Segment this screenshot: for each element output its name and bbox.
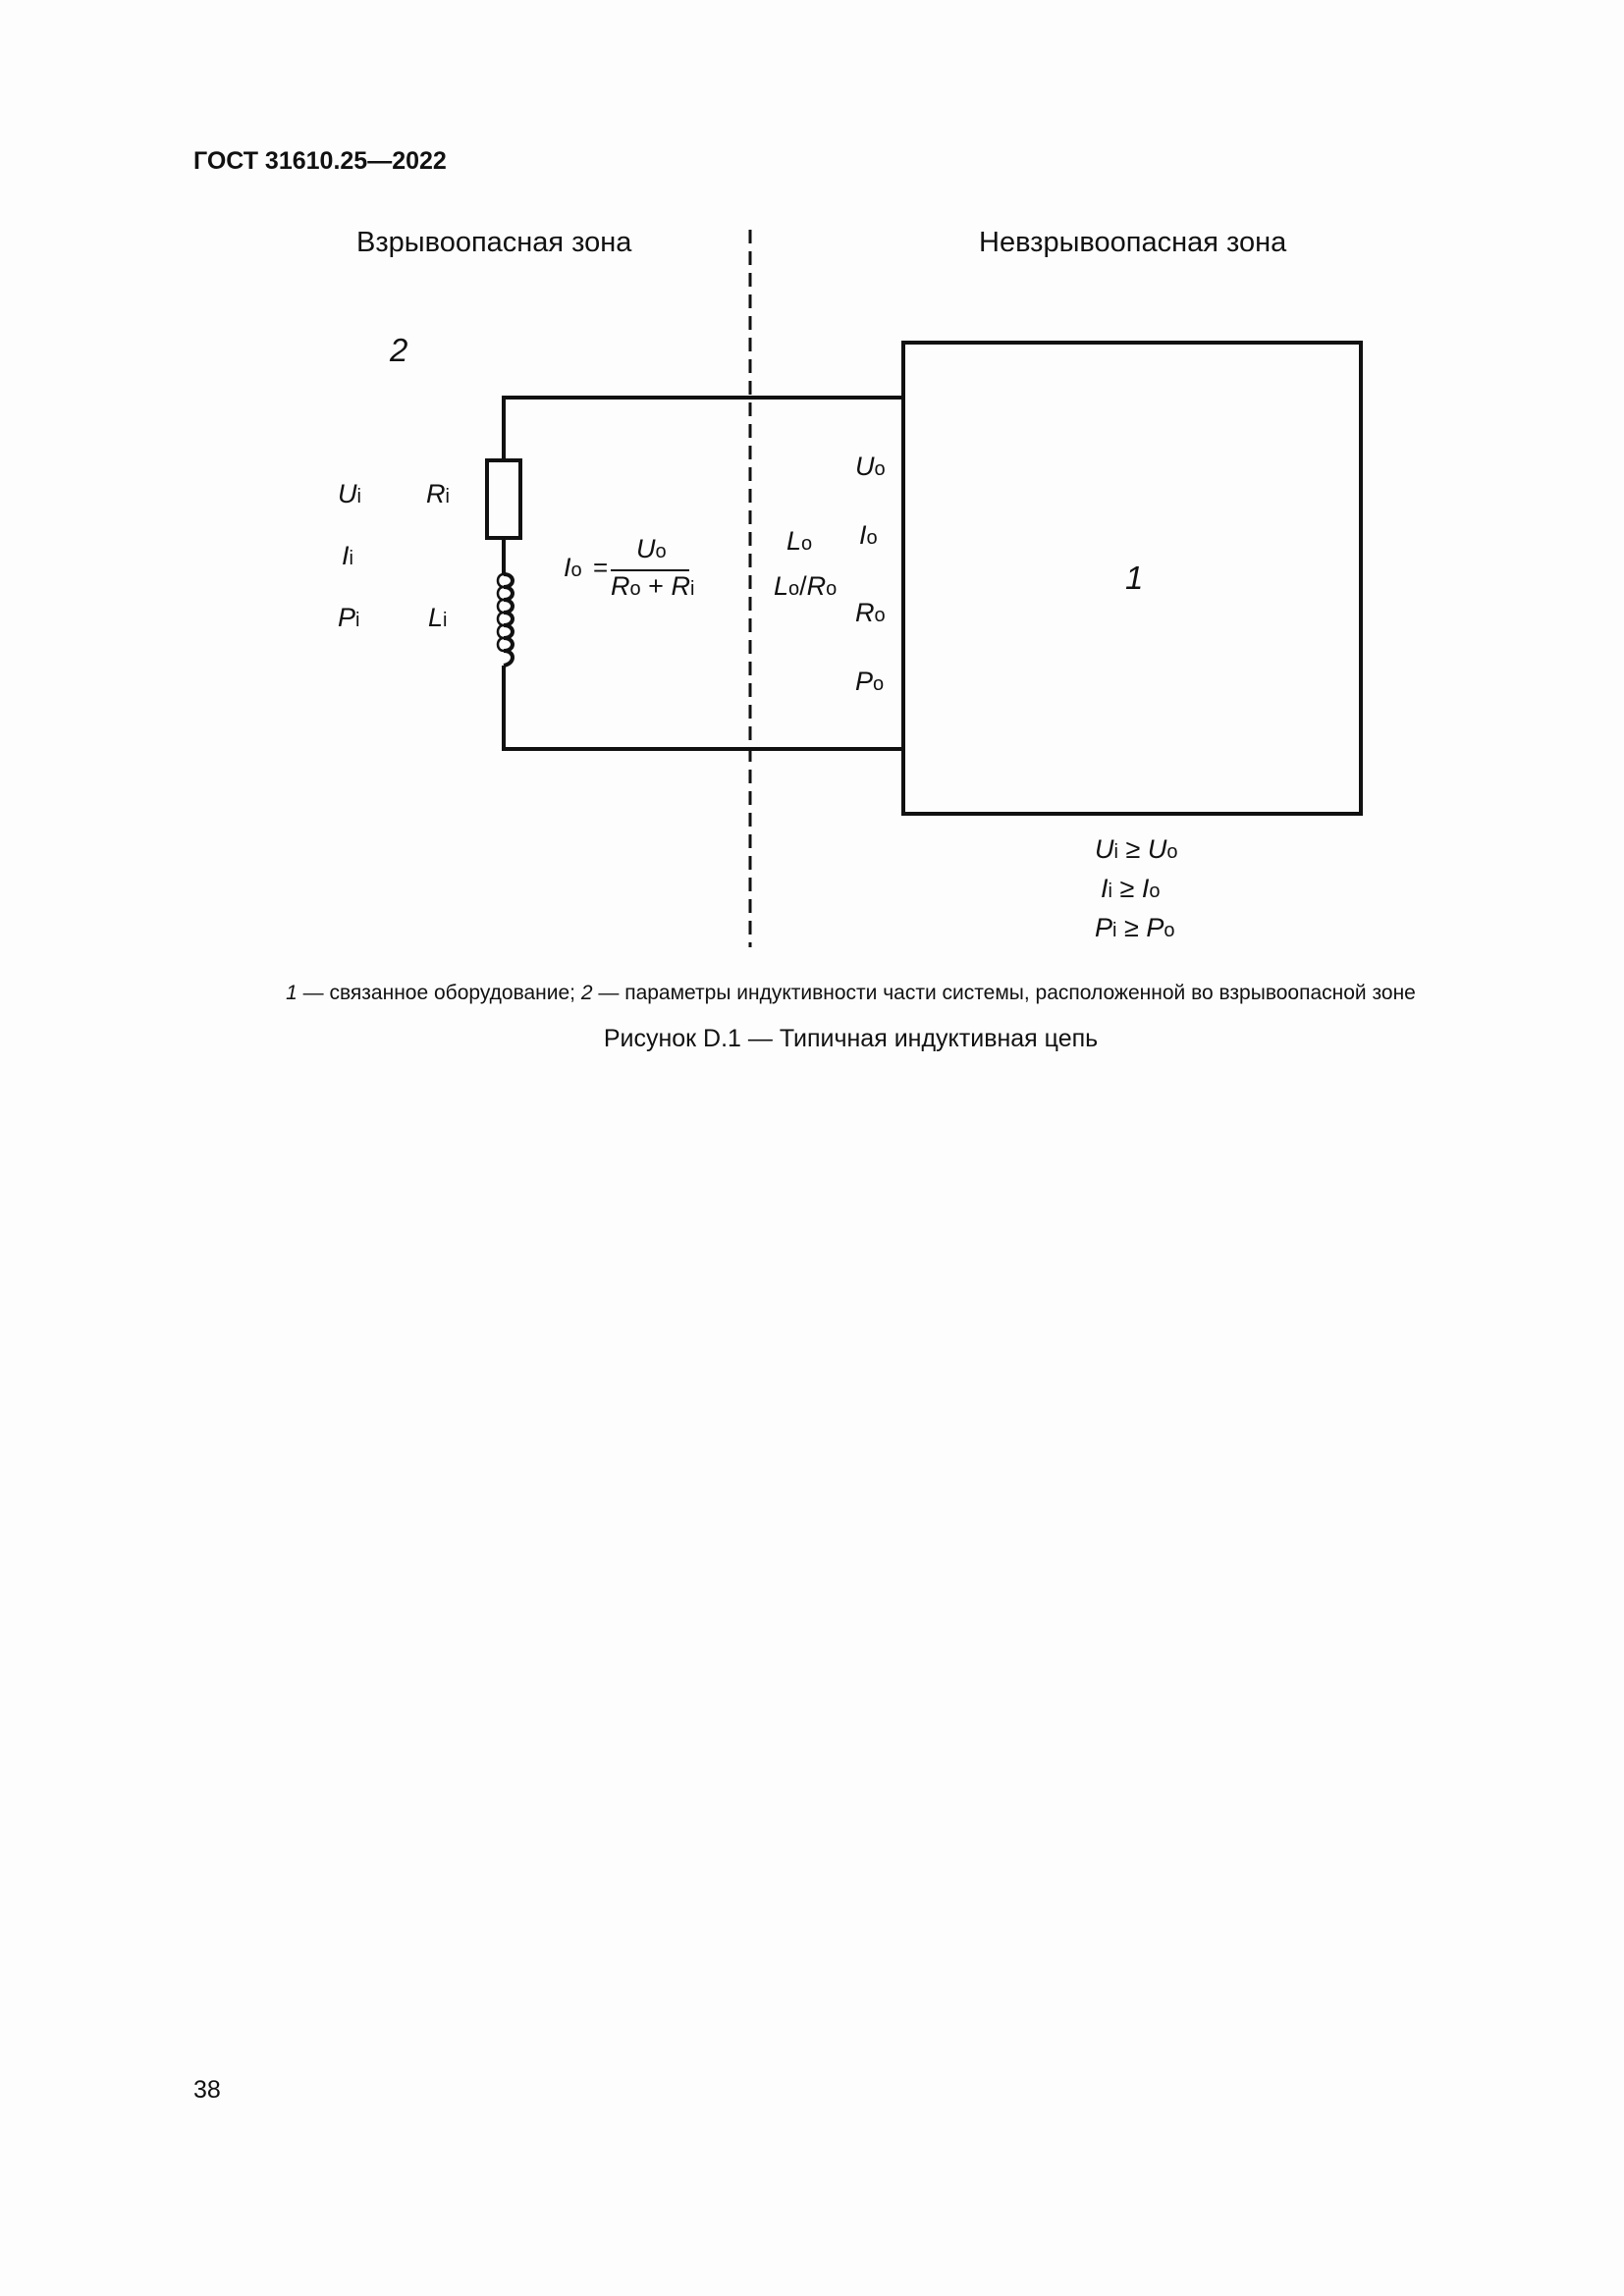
circuit-diagram: [0, 0, 1624, 982]
param-ii: Ii: [342, 541, 353, 570]
param-po: Po: [855, 667, 885, 696]
page-number: 38: [193, 2076, 221, 2104]
param-ro: Ro: [855, 598, 886, 627]
formula-numerator: Uo: [636, 534, 667, 563]
param-ri: Ri: [426, 479, 450, 508]
zone-hazardous-title: Взрывоопасная зона: [356, 227, 632, 258]
param-io: Io: [859, 520, 878, 550]
param-uo: Uo: [855, 452, 886, 481]
callout-2: 2: [390, 332, 408, 368]
param-li: Li: [428, 603, 448, 632]
param-lo-ro-ratio: Lo/Ro: [774, 571, 838, 601]
inductor-symbol: [504, 574, 513, 666]
zone-safe-title: Невзрывоопасная зона: [979, 227, 1287, 258]
top-wire: [504, 398, 903, 460]
bottom-wire: [504, 666, 903, 749]
callout-1: 1: [1125, 560, 1144, 596]
resistor-symbol: [487, 460, 520, 538]
param-pi: Pi: [338, 603, 360, 632]
formula-equals: =: [593, 553, 609, 582]
formula-lhs: Io: [564, 553, 582, 582]
condition-current: Ii ≥ Io: [1101, 874, 1161, 903]
condition-voltage: Ui ≥ Uo: [1095, 834, 1178, 864]
figure-legend: 1 — связанное оборудование; 2 — параметры индуктивности части системы, расположенной во взрывоопасной зоне: [286, 982, 1416, 1004]
param-lo: Lo: [786, 526, 813, 556]
figure-caption: Рисунок D.1 — Типичная индуктивная цепь: [603, 1025, 1099, 1052]
condition-power: Pi ≥ Po: [1095, 913, 1175, 942]
param-ui: Ui: [338, 479, 361, 508]
formula-denominator: Ro + Ri: [611, 571, 695, 601]
document-header: ГОСТ 31610.25—2022: [193, 147, 447, 175]
